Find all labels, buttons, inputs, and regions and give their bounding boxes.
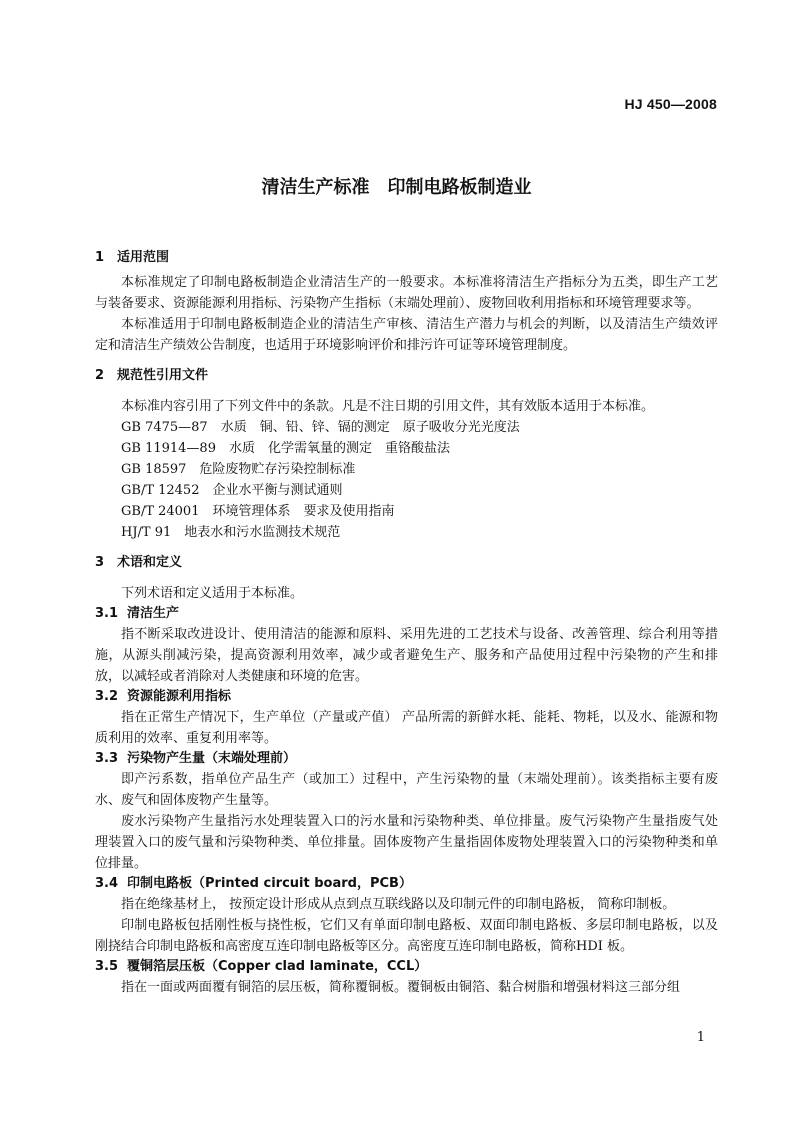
section-title: 术语和定义	[117, 555, 183, 570]
paragraph: 废水污染物产生量指污水处理装置入口的污水量和污染物种类、单位排量。废气污染物产生量指废气处理装置入口的废气量和污染物种类、单位排量。固体废物产生量指固体废物处理装置入口的污染物种类和单位排量。	[95, 814, 718, 871]
document-body	[95, 248, 718, 998]
document-title: 清洁生产标准 印制电路板制造业	[261, 177, 532, 198]
paragraph: 指不断采取改进设计、使用清洁的能源和原料、采用先进的工艺技术与设备、改善管理、综合利用等措施，从源头削减污染，提高资源利用效率，减少或者避免生产、服务和产品使用过程中污染物的产生和排放，以减轻或者消除对人类健康和环境的危害。	[95, 627, 718, 684]
subsection-heading-3-4	[95, 874, 718, 894]
reference-item: GB 11914—89 水质 化学需氧量的测定 重铬酸盐法	[121, 441, 450, 456]
paragraph: 指在绝缘基材上， 按预定设计形成从点到点互联线路以及印制元件的印制电路板， 简称印制板。	[121, 897, 676, 912]
subsection-title: 印制电路板（Printed circuit board，PCB）	[127, 876, 412, 891]
subsection-title: 资源能源利用指标	[127, 689, 232, 704]
paragraph: 印制电路板包括刚性板与挠性板，它们又有单面印制电路板、双面印制电路板、多层印制电路板，以及刚挠结合印制电路板和高密度互连印制电路板等区分。高密度互连印制电路板，简称HDI 板。	[95, 918, 718, 954]
subsection-number: 3.4	[95, 876, 119, 891]
subsection-heading-3-1	[95, 604, 718, 624]
subsection-title: 清洁生产	[127, 606, 180, 621]
subsection-heading-3-5	[95, 957, 718, 977]
subsection-title: 污染物产生量（末端处理前）	[127, 751, 297, 766]
subsection-heading-3-2	[95, 687, 718, 707]
paragraph: 指在一面或两面覆有铜箔的层压板，简称覆铜板。覆铜板由铜箔、黏合树脂和增强材料这三部分组	[121, 980, 681, 995]
reference-item: GB/T 24001 环境管理体系 要求及使用指南	[121, 504, 395, 519]
reference-item: GB/T 12452 企业水平衡与测试通则	[121, 483, 343, 498]
standard-code: HJ 450—2008	[624, 96, 717, 112]
subsection-number: 3.5	[95, 959, 119, 974]
paragraph: 本标准适用于印制电路板制造企业的清洁生产审核、清洁生产潜力与机会的判断，以及清洁生产绩效评定和清洁生产绩效公告制度，也适用于环境影响评价和排污许可证等环境管理制度。	[95, 317, 718, 353]
section-heading-1	[95, 248, 718, 268]
subsection-number: 3.3	[95, 751, 119, 766]
section-heading-3	[95, 553, 718, 573]
page-number: 1	[696, 1030, 705, 1045]
paragraph: 下列术语和定义适用于本标准。	[121, 586, 304, 601]
reference-item: GB 18597 危险废物贮存污染控制标准	[121, 462, 356, 477]
subsection-number: 3.1	[95, 606, 119, 621]
reference-item: GB 7475—87 水质 铜、铅、锌、镉的测定 原子吸收分光光度法	[121, 420, 520, 435]
section-number: 3	[95, 555, 105, 570]
subsection-title: 覆铜箔层压板（Copper clad laminate，CCL）	[127, 959, 428, 974]
paragraph: 本标准内容引用了下列文件中的条款。凡是不注日期的引用文件，其有效版本适用于本标准。	[121, 399, 655, 414]
section-heading-2	[95, 366, 718, 386]
paragraph: 本标准规定了印制电路板制造企业清洁生产的一般要求。本标准将清洁生产指标分为五类，即生产工艺与装备要求、资源能源利用指标、污染物产生指标（末端处理前）、废物回收利用指标和环境管理要求等。	[95, 275, 718, 311]
paragraph: 指在正常生产情况下，生产单位（产量或产值） 产品所需的新鲜水耗、能耗、物耗，以及水、能源和物质利用的效率、重复利用率等。	[95, 710, 718, 746]
section-title: 规范性引用文件	[117, 368, 209, 383]
subsection-number: 3.2	[95, 689, 119, 704]
paragraph: 即产污系数，指单位产品生产（或加工）过程中，产生污染物的量（末端处理前）。该类指标主要有废水、废气和固体废物产生量等。	[95, 772, 718, 808]
section-title: 适用范围	[117, 250, 170, 265]
section-number: 1	[95, 250, 105, 265]
section-number: 2	[95, 368, 105, 383]
subsection-heading-3-3	[95, 749, 718, 769]
reference-item: HJ/T 91 地表水和污水监测技术规范	[121, 525, 341, 540]
